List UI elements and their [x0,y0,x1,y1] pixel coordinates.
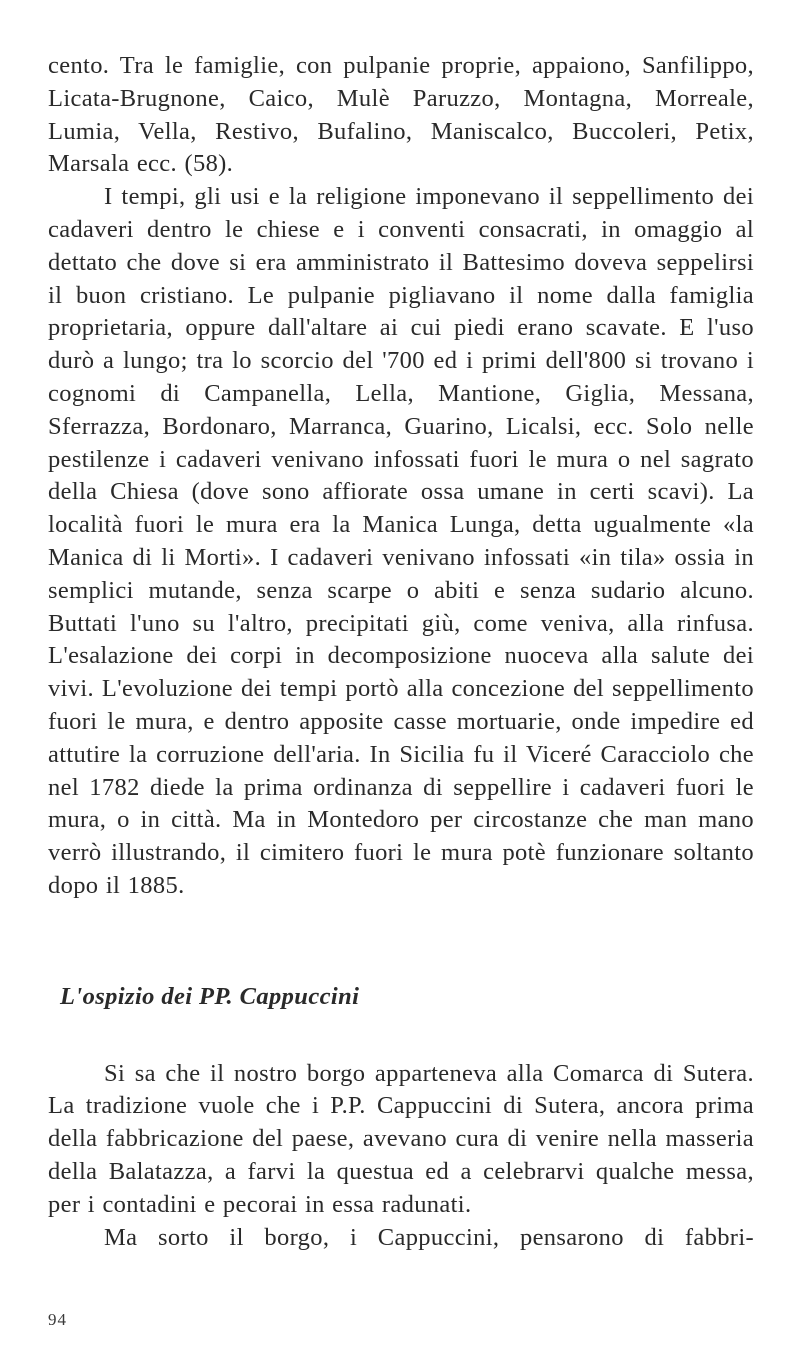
page-body [48,50,754,1254]
paragraph-burials: I tempi, gli usi e la religione imponevano il seppellimento dei cadaveri dentro le chiese e i conventi consacrati, in omaggio al dettato che dove si era amministrato il Battesimo doveva seppelirsi il buon cristiano. Le pulpanie pigliavano il nome dalla famiglia proprietaria, oppure dall'altare ai cui piedi erano scavate. E l'uso durò a lungo; tra lo scorcio del '700 ed i primi dell'800 si trovano i cognomi di Campanella, Lella, Mantione, Giglia, Messana, Sferrazza, Bordonaro, Marranca, Guarino, Licalsi, ecc. Solo nelle pestilenze i cadaveri venivano infossati fuori le mura o nel sagrato della Chiesa (dove sono affiorate ossa umane in certi scavi). La località fuori le mura era la Manica Lunga, detta ugualmente «la Manica di li Morti». I cadaveri venivano infossati «in tila» ossia in semplici mutande, senza scarpe o abiti e senza sudario alcuno. Buttati l'uno su l'altro, precipitati giù, come veniva, alla rinfusa. L'esalazione dei corpi in decomposizione nuoceva alla salute dei vivi. L'evoluzione dei tempi portò alla concezione del seppellimento fuori le mura, e dentro apposite casse mortuarie, onde impedire ed attutire la corruzione dell'aria. In Sicilia fu il Viceré Caracciolo che nel 1782 diede la prima ordinanza di seppellire i cadaveri fuori le mura, o in città. Ma in Montedoro per circostanze che man mano verrò illustrando, il cimitero fuori le mura potè funzionare soltanto dopo il 1885. [48,183,754,899]
paragraph-cappuccini-tradition: Si sa che il nostro borgo apparteneva alla Comarca di Sutera. La tradizione vuole che i P.P. Cappuccini di Sutera, ancora prima della fabbricazione del paese, avevano cura di venire nella masseria della Balatazza, a farvi la questua ed a celebrarvi qualche messa, per i contadini e pecorai in essa radunati. [48,1059,754,1218]
page-number: 94 [48,1310,67,1329]
paragraph-cappuccini-borgo: Ma sorto il borgo, i Cappuccini, pensarono di fabbri- [104,1223,754,1251]
section-heading: L'ospizio dei PP. Cappuccini [60,982,360,1010]
paragraph-families: cento. Tra le famiglie, con pulpanie proprie, appaiono, Sanfilippo, Licata-Brugnone, Caico, Mulè Paruzzo, Montagna, Morreale, Lumia, Vella, Restivo, Bufalino, Maniscalco, Buccoleri, Petix, Marsala ecc. (58). [48,52,754,178]
